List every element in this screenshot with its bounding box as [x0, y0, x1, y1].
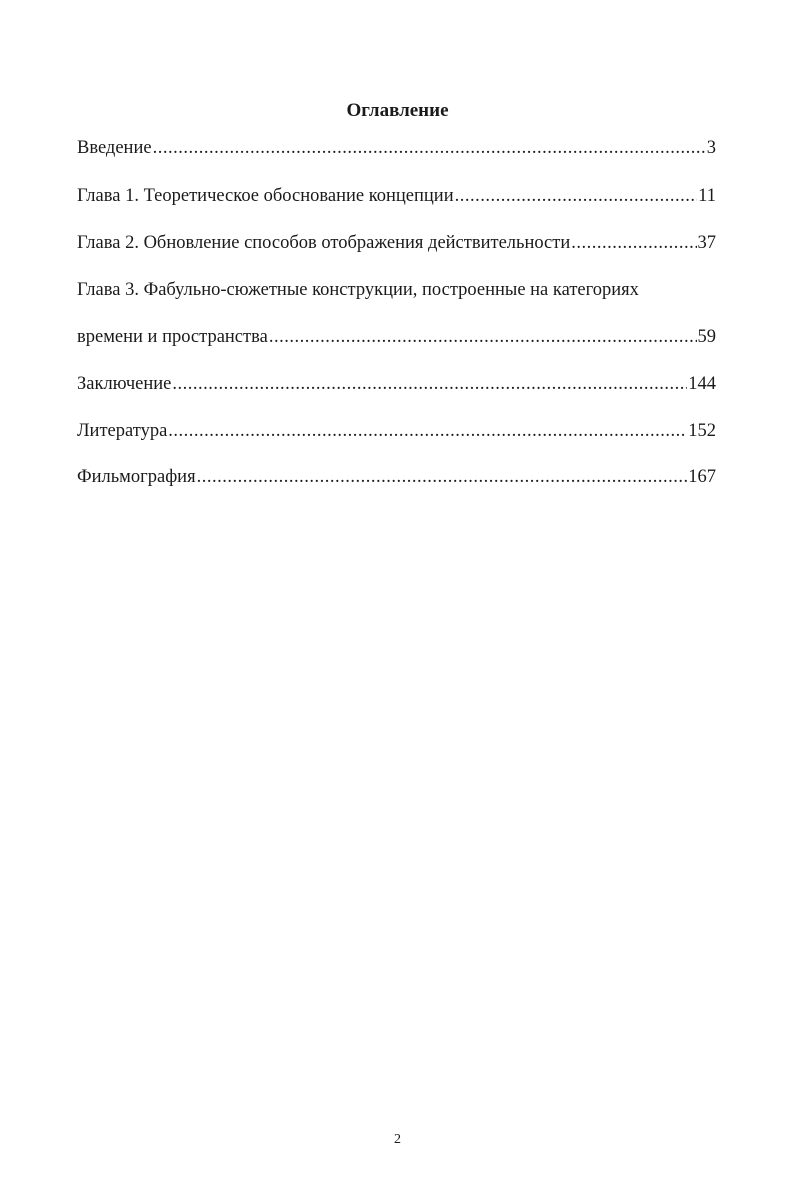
toc-entry-page: 3 [706, 138, 716, 158]
toc-entry-chapter-2[interactable] [77, 232, 716, 254]
toc-entry-literature[interactable] [77, 420, 716, 442]
dot-leader [153, 137, 706, 159]
toc-entry-page: 152 [688, 421, 716, 441]
toc-entry-chapter-3-line1[interactable]: Глава 3. Фабульно-сюжетные конструкции, построенные на категориях [77, 280, 639, 300]
dot-leader [455, 185, 698, 207]
toc-entry-page: 37 [697, 233, 716, 253]
dot-leader [571, 232, 696, 254]
toc-entry-label: Введение [77, 138, 152, 158]
toc-entry-label: Глава 1. Теоретическое обоснование концепции [77, 186, 454, 206]
page-number: 2 [394, 1132, 401, 1147]
toc-entry-label: Литература [77, 421, 168, 441]
toc-entry-introduction[interactable] [77, 137, 716, 159]
toc-entry-label: Глава 2. Обновление способов отображения действительности [77, 233, 571, 253]
dot-leader [168, 420, 687, 442]
toc-entry-label: Фильмография [77, 467, 196, 487]
toc-entry-page: 59 [697, 327, 716, 347]
toc-entry-filmography[interactable] [77, 466, 716, 488]
toc-entry-chapter-1[interactable] [77, 185, 716, 207]
toc-entry-label: Заключение [77, 374, 172, 394]
dot-leader [269, 326, 697, 348]
toc-entry-page: 144 [688, 374, 716, 394]
dot-leader [172, 373, 687, 395]
toc-entry-page: 11 [698, 186, 716, 206]
dot-leader [197, 466, 688, 488]
page-title: Оглавление [346, 100, 449, 121]
toc-entry-label: времени и пространства [77, 327, 268, 347]
toc-entry-conclusion[interactable] [77, 373, 716, 395]
toc-entry-page: 167 [688, 467, 716, 487]
toc-entry-chapter-3[interactable] [77, 326, 716, 348]
